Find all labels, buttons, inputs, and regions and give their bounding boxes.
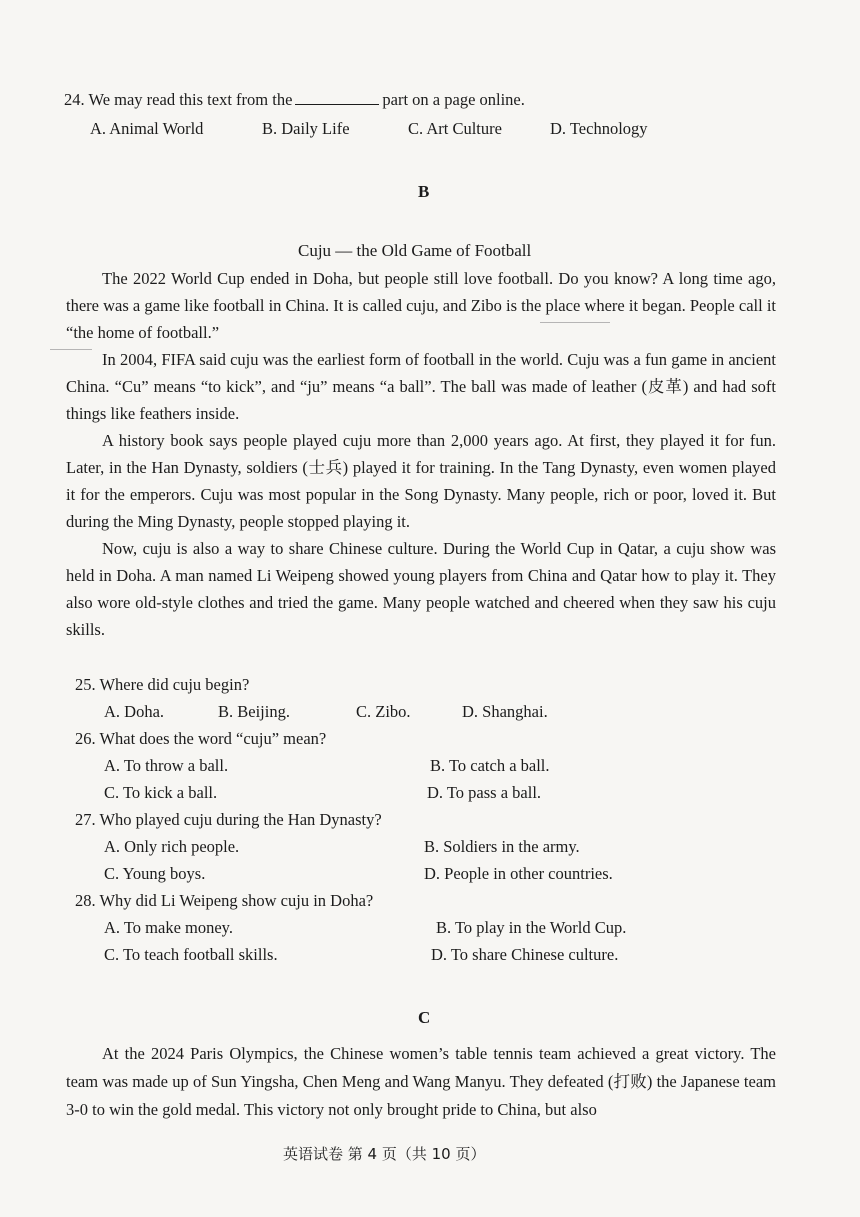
option-25-a: A. Doha. [104, 702, 165, 721]
question-24-suffix: part on a page online. [382, 90, 525, 109]
passage-paragraph-1: The 2022 World Cup ended in Doha, but people still love football. Do you know? A long time ago, there was a game like football in China. It is called cuju, and Zibo is the place where it began. People call it “the home of football.” [66, 269, 776, 342]
passage-title: Cuju — the Old Game of Football [298, 241, 532, 260]
option-28-a: A. To make money. [104, 918, 233, 937]
passage-c-paragraph: At the 2024 Paris Olympics, the Chinese women’s table tennis team achieved a great victory. The team was made up of Sun Yingsha, Chen Meng and Wang Manyu. They defeated (打败) the Japanese team 3-0 to win the gold medal. This victory not only brought pride to China, but also [66, 1044, 776, 1119]
passage-paragraph-4: Now, cuju is also a way to share Chinese culture. During the World Cup in Qatar, a cuju show was held in Doha. A man named Li Weipeng showed young players from China and Qatar how to play it. They also wore old-style clothes and tried the game. Many people watched and cheered when they saw his cuju skills. [66, 539, 776, 639]
option-24-c: C. Art Culture [408, 119, 502, 138]
option-27-d: D. People in other countries. [424, 864, 613, 883]
question-27-stem: 27. Who played cuju during the Han Dynasty? [75, 810, 382, 829]
option-26-c: C. To kick a ball. [104, 783, 218, 802]
option-28-d: D. To share Chinese culture. [431, 945, 619, 964]
option-25-d: D. Shanghai. [462, 702, 548, 721]
option-24-d: D. Technology [550, 119, 648, 138]
option-27-a: A. Only rich people. [104, 837, 240, 856]
question-26-stem: 26. What does the word “cuju” mean? [75, 729, 327, 748]
page-footer: 英语试卷 第 4 页（共 10 页） [283, 1145, 486, 1163]
option-26-b: B. To catch a ball. [430, 756, 550, 775]
option-28-c: C. To teach football skills. [104, 945, 278, 964]
question-24 [64, 90, 525, 110]
passage-paragraph-3: A history book says people played cuju more than 2,000 years ago. At first, they played it for fun. Later, in the Han Dynasty, soldiers (士兵) played it for training. In the Tang Dynasty, even women played it for the emperors. Cuju was most popular in the Song Dynasty. Many people, rich or poor, loved it. But during the Ming Dynasty, people stopped playing it. [66, 431, 776, 531]
option-24-a: A. Animal World [90, 119, 204, 138]
answer-blank [295, 90, 379, 105]
option-27-b: B. Soldiers in the army. [424, 837, 580, 856]
option-25-c: C. Zibo. [356, 702, 411, 721]
section-b-heading: B [418, 182, 430, 201]
section-c-heading: C [418, 1008, 431, 1027]
question-28-stem: 28. Why did Li Weipeng show cuju in Doha? [75, 891, 374, 910]
option-26-a: A. To throw a ball. [104, 756, 229, 775]
question-24-prefix: 24. We may read this text from the [64, 90, 293, 109]
option-26-d: D. To pass a ball. [427, 783, 542, 802]
option-25-b: B. Beijing. [218, 702, 290, 721]
question-25-stem: 25. Where did cuju begin? [75, 675, 250, 694]
option-24-b: B. Daily Life [262, 119, 350, 138]
option-27-c: C. Young boys. [104, 864, 206, 883]
passage-paragraph-2: In 2004, FIFA said cuju was the earliest form of football in the world. Cuju was a fun game in ancient China. “Cu” means “to kick”, and “ju” means “a ball”. The ball was made of leather (皮革) and had soft things like feathers inside. [66, 350, 776, 423]
option-28-b: B. To play in the World Cup. [436, 918, 627, 937]
scan-smudge [540, 322, 610, 323]
